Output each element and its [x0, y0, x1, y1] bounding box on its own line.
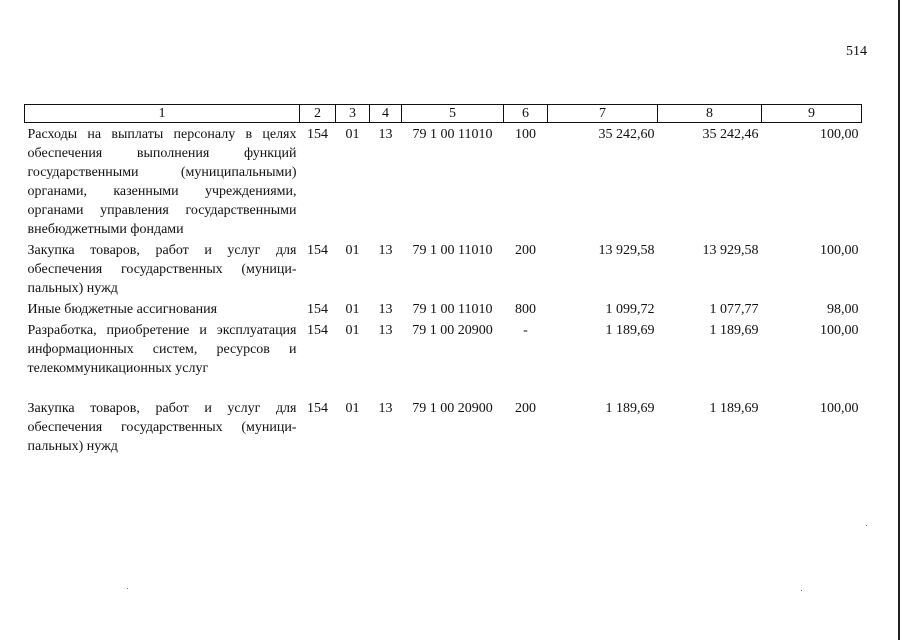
expense-type-cell: 200 — [515, 401, 536, 416]
target-item-cell: 79 1 00 11010 — [412, 302, 493, 317]
page-edge-line — [898, 0, 900, 640]
amount-planned-cell: 1 099,72 — [605, 302, 655, 317]
expense-name-cell: Разработка, приобретение и эксплуатация информационных систем, ресурсов и телекоммуникационных услуг — [27, 323, 297, 376]
amount-executed-cell: 35 242,46 — [702, 127, 759, 142]
target-item-cell: 79 1 00 20900 — [412, 401, 493, 416]
amount-planned-cell: 1 189,69 — [605, 323, 655, 338]
target-item-cell: 79 1 00 20900 — [412, 323, 493, 338]
execution-percent-cell: 100,00 — [820, 243, 859, 258]
expense-type-cell: 100 — [515, 127, 536, 142]
expense-type-cell: 800 — [515, 302, 536, 317]
column-header: 8 — [658, 105, 762, 123]
expense-type-cell: 200 — [515, 243, 536, 258]
table-row — [25, 123, 862, 240]
column-header: 9 — [762, 105, 862, 123]
table-header-row — [25, 105, 862, 123]
amount-executed-cell: 13 929,58 — [702, 243, 759, 258]
amount-executed-cell: 1 189,69 — [709, 401, 759, 416]
execution-percent-cell: 100,00 — [820, 127, 859, 142]
column-header: 3 — [336, 105, 370, 123]
section-code-cell: 01 — [345, 302, 360, 317]
column-header: 4 — [370, 105, 402, 123]
column-header: 5 — [402, 105, 504, 123]
table-row — [25, 239, 862, 298]
table-row — [25, 397, 862, 459]
section-code-cell: 01 — [345, 127, 360, 142]
section-code-cell: 01 — [345, 243, 360, 258]
table-row — [25, 298, 862, 319]
subsection-code-cell: 13 — [378, 401, 393, 416]
subsection-code-cell: 13 — [378, 243, 393, 258]
expense-name-cell: Расходы на выплаты персоналу в целях обеспечения выполнения функций государственными (муниципальными) органами, казенными учреждениями, органами управления государственными внебюджетными фондами — [27, 127, 297, 237]
expense-name-cell: Иные бюджетные ассигнования — [27, 302, 218, 317]
section-code-cell: 01 — [345, 323, 360, 338]
column-header: 7 — [548, 105, 658, 123]
column-header: 6 — [504, 105, 548, 123]
ministry-code-cell: 154 — [307, 302, 328, 317]
column-header: 1 — [25, 105, 300, 123]
table-row — [25, 319, 862, 397]
expense-name-cell: Закупка товаров, работ и услуг для обеспечения государственных (муниципальных) нужд — [27, 401, 297, 454]
subsection-code-cell: 13 — [378, 323, 393, 338]
section-code-cell: 01 — [345, 401, 360, 416]
amount-planned-cell: 35 242,60 — [598, 127, 655, 142]
amount-executed-cell: 1 077,77 — [709, 302, 759, 317]
amount-planned-cell: 13 929,58 — [598, 243, 655, 258]
column-header: 2 — [300, 105, 336, 123]
ministry-code-cell: 154 — [307, 323, 328, 338]
ministry-code-cell: 154 — [307, 243, 328, 258]
subsection-code-cell: 13 — [378, 127, 393, 142]
amount-executed-cell: 1 189,69 — [709, 323, 759, 338]
target-item-cell: 79 1 00 11010 — [412, 127, 493, 142]
execution-percent-cell: 98,00 — [827, 302, 859, 317]
target-item-cell: 79 1 00 11010 — [412, 243, 493, 258]
amount-planned-cell: 1 189,69 — [605, 401, 655, 416]
ministry-code-cell: 154 — [307, 127, 328, 142]
expense-name-cell: Закупка товаров, работ и услуг для обеспечения государственных (муниципальных) нужд — [27, 243, 297, 296]
scan-speck — [801, 590, 802, 591]
expense-type-cell: - — [523, 323, 528, 338]
budget-table — [24, 104, 862, 459]
ministry-code-cell: 154 — [307, 401, 328, 416]
scan-speck — [866, 525, 867, 526]
scan-speck — [127, 588, 128, 589]
subsection-code-cell: 13 — [378, 302, 393, 317]
page-number: 514 — [846, 44, 867, 59]
execution-percent-cell: 100,00 — [820, 401, 859, 416]
execution-percent-cell: 100,00 — [820, 323, 859, 338]
